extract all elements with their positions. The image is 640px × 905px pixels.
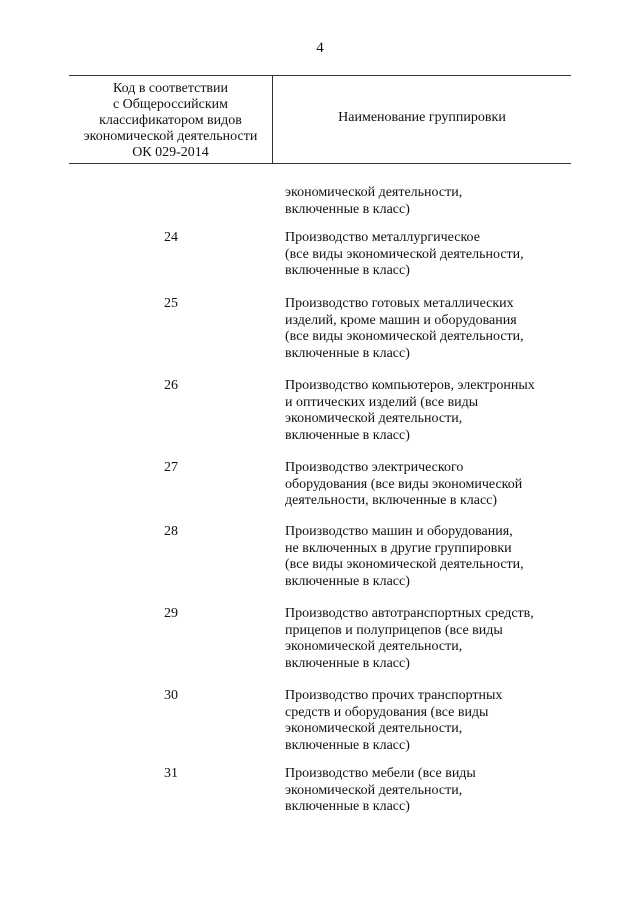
row-name: Производство машин и оборудования, не включенных в другие группировки (все виды экономической деятельности, включенные в класс) bbox=[285, 524, 524, 589]
table-row bbox=[69, 766, 571, 816]
row-code: 27 bbox=[164, 460, 178, 475]
table-row bbox=[69, 524, 571, 590]
table-row bbox=[69, 296, 571, 362]
row-code: 24 bbox=[164, 230, 178, 245]
row-name: Производство электрического оборудования (все виды экономической деятельности, включенные в класс) bbox=[285, 460, 523, 508]
row-code: 28 bbox=[164, 524, 178, 539]
row-name: Производство прочих транспортных средств и оборудования (все виды экономической деятельности, включенные в класс) bbox=[285, 688, 503, 753]
row-code: 26 bbox=[164, 378, 178, 393]
table-row bbox=[69, 606, 571, 672]
row-name: Производство металлургическое (все виды экономической деятельности, включенные в класс) bbox=[285, 230, 524, 278]
page-number: 4 bbox=[316, 40, 324, 56]
row-code: 25 bbox=[164, 296, 178, 311]
row-code bbox=[69, 185, 273, 218]
row-name: Производство компьютеров, электронных и оптических изделий (все виды экономической деятельности, включенные в класс) bbox=[285, 378, 535, 443]
table-row bbox=[69, 460, 571, 510]
row-name: экономической деятельности, включенные в класс) bbox=[285, 185, 463, 217]
table-row bbox=[69, 688, 571, 754]
row-code: 29 bbox=[164, 606, 178, 621]
table-header bbox=[69, 75, 571, 164]
row-name: Производство мебели (все виды экономической деятельности, включенные в класс) bbox=[285, 766, 476, 814]
header-code: Код в соответствии с Общероссийским классификатором видов экономической деятельности ОК 029-2014 bbox=[69, 76, 273, 163]
row-name: Производство готовых металлических изделий, кроме машин и оборудования (все виды экономической деятельности, включенные в класс) bbox=[285, 296, 524, 361]
row-name: Производство автотранспортных средств, прицепов и полуприцепов (все виды экономической деятельности, включенные в класс) bbox=[285, 606, 534, 671]
row-code: 31 bbox=[164, 766, 178, 781]
table-row bbox=[69, 378, 571, 444]
header-name: Наименование группировки bbox=[338, 109, 506, 125]
row-code: 30 bbox=[164, 688, 178, 703]
classification-table bbox=[69, 75, 571, 814]
table-row bbox=[69, 230, 571, 280]
table-row bbox=[69, 185, 571, 218]
